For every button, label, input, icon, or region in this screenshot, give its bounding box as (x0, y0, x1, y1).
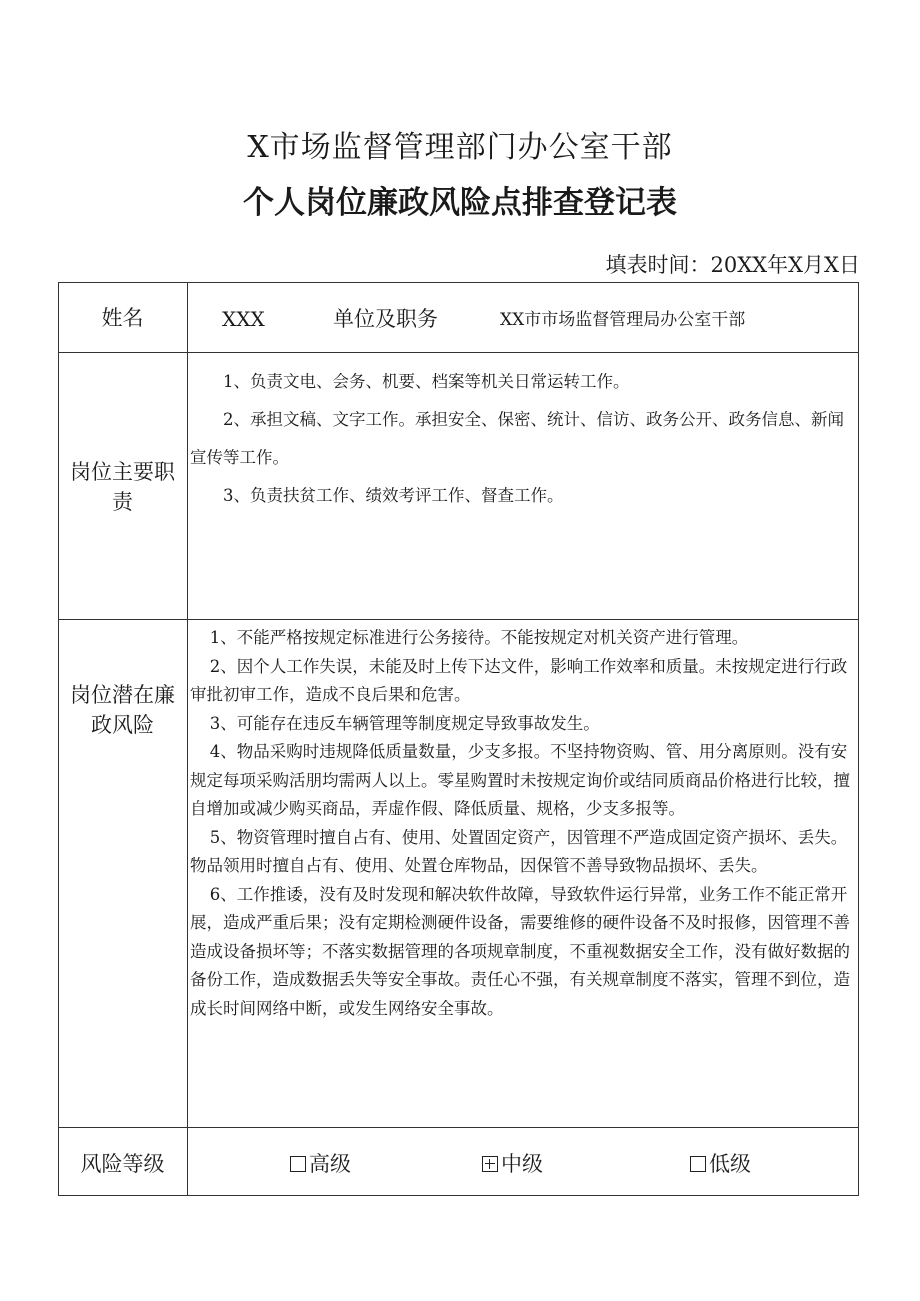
risk-level-option-medium[interactable] (482, 1149, 543, 1179)
risk-level-option-label: 低级 (709, 1152, 751, 1176)
duties-content (190, 363, 857, 515)
risks-label-line1: 岗位潜在廉 (70, 683, 175, 707)
duty-item: 2、承担文稿、文字工作。承担安全、保密、统计、信访、政务公开、政务信息、新闻宣传等工作。 (190, 410, 844, 467)
duties-label-line2: 责 (112, 490, 133, 514)
document-title-line2: 个人岗位廉政风险点排查登记表 (243, 185, 677, 221)
risk-item: 6、工作推诿，没有及时发现和解决软件故障，导致软件运行异常，业务工作不能正常开展，造成严重后果；没有定期检测硬件设备，需要维修的硬件设备不及时报修，因管理不善造成设备损坏等；不落实数据管理的各项规章制度，不重视数据安全工作，没有做好数据的备份工作，造成数据丢失等安全事故。责任心不强，有关规章制度不落实，管理不到位，造成长时间网络中断，或发生网络安全事故。 (190, 884, 850, 1018)
risks-label (58, 680, 187, 740)
risk-level-option-label: 高级 (309, 1152, 351, 1176)
checkbox-icon[interactable] (690, 1156, 706, 1172)
duties-label (58, 457, 187, 517)
name-value: XXX (222, 307, 265, 331)
duty-item: 3、负责扶贫工作、绩效考评工作、督查工作。 (223, 486, 564, 505)
risks-label-line2: 政风险 (91, 713, 154, 737)
risk-item: 2、因个人工作失误，未能及时上传下达文件，影响工作效率和质量。未按规定进行行政审批初审工作，造成不良后果和危害。 (190, 656, 848, 704)
risk-item: 1、不能严格按规定标准进行公务接待。不能按规定对机关资产进行管理。 (209, 628, 749, 647)
risk-item: 5、物资管理时擅自占有、使用、处置固定资产，因管理不严造成固定资产损坏、丢失。物品领用时擅自占有、使用、处置仓库物品，因保管不善导致物品损坏、丢失。 (190, 827, 848, 875)
unit-position-label: 单位及职务 (333, 307, 438, 331)
row-divider-3 (58, 1127, 859, 1128)
risk-level-option-label: 中级 (501, 1152, 543, 1176)
name-label: 姓名 (101, 306, 144, 330)
column-divider (187, 282, 188, 1196)
risk-level-label: 风险等级 (80, 1152, 165, 1176)
row-divider-2 (58, 619, 859, 620)
row-divider-1 (58, 352, 859, 353)
risk-level-option-low[interactable] (690, 1149, 751, 1179)
fill-date: 填表时间：20XX年X月X日 (605, 253, 860, 277)
document-title-line1: X市场监督管理部门办公室干部 (247, 130, 673, 165)
duties-label-line1: 岗位主要职 (70, 460, 175, 484)
checkbox-icon[interactable] (290, 1156, 306, 1172)
checked-box-icon[interactable] (482, 1156, 498, 1172)
duty-item: 1、负责文电、会务、机要、档案等机关日常运转工作。 (223, 372, 630, 391)
risk-item: 3、可能存在违反车辆管理等制度规定导致事故发生。 (209, 713, 600, 733)
risks-content (190, 624, 857, 1023)
unit-position-value: XX市市场监督管理局办公室干部 (500, 310, 746, 330)
risk-level-option-high[interactable] (290, 1149, 351, 1179)
risk-item: 4、物品采购时违规降低质量数量，少支多报。不坚持物资购、管、用分离原则。没有安规定每项采购活朋均需两人以上。零星购置时未按规定询价或结同质商品价格进行比较，擅自增加或减少购买商品，弄虚作假、降低质量、规格，少支多报等。 (190, 742, 850, 818)
